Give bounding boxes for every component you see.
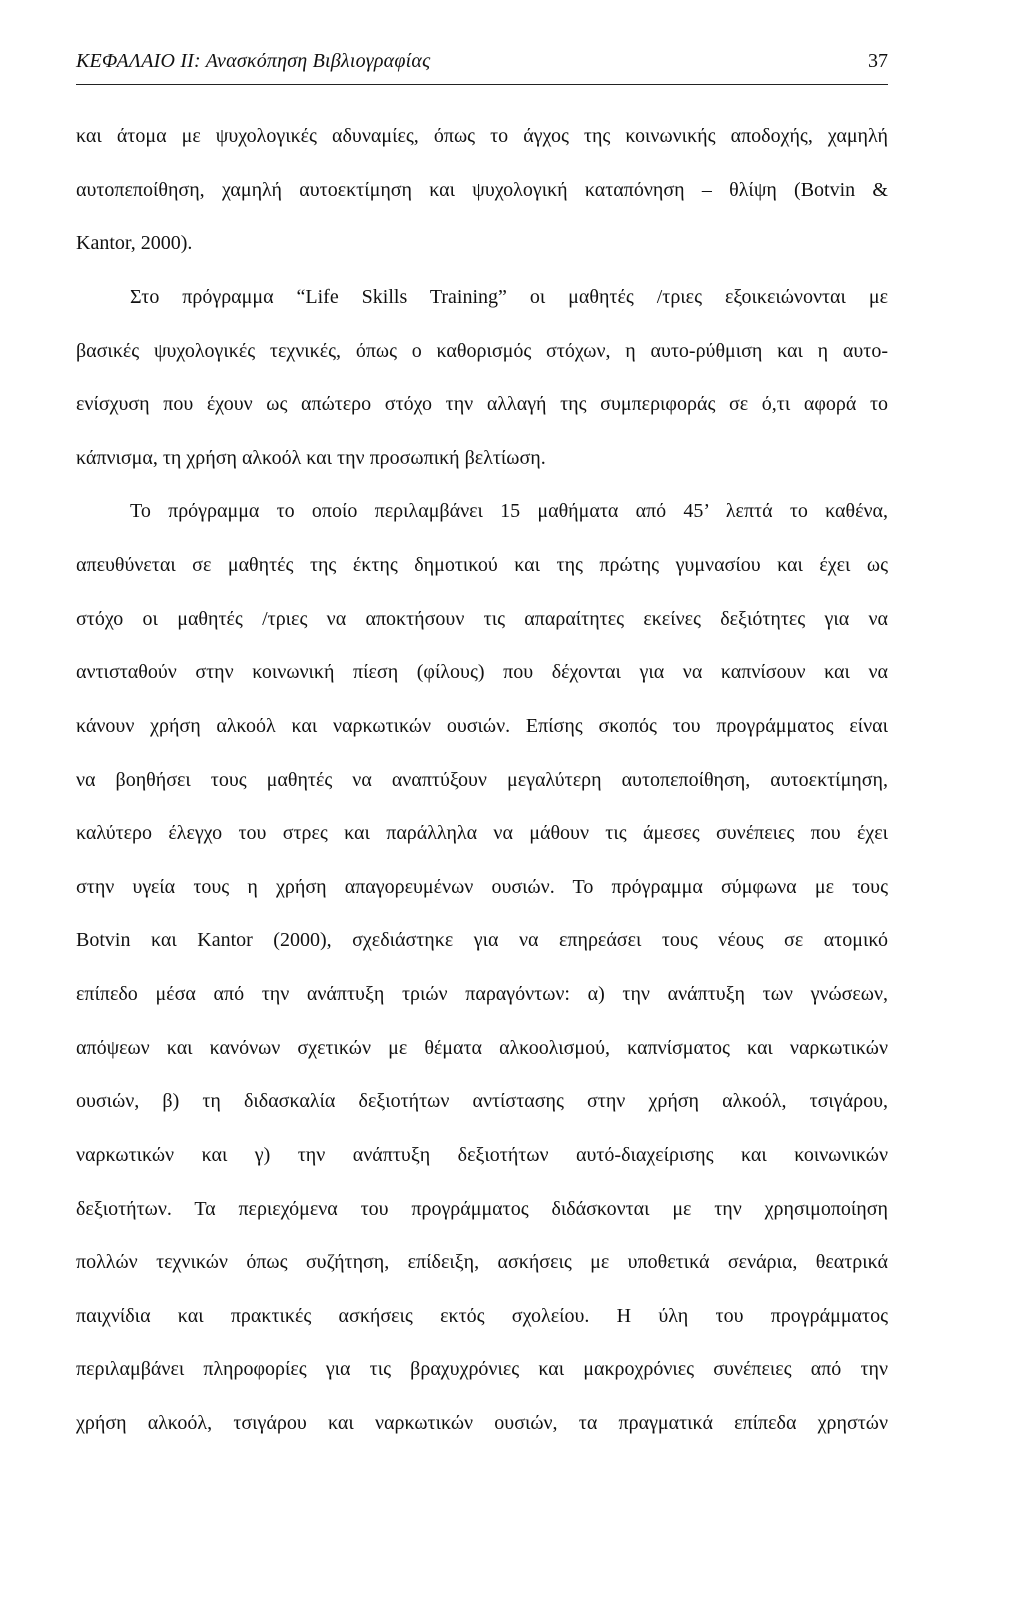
text-line: επίπεδο μέσα από την ανάπτυξη τριών παραγόντων: α) την ανάπτυξη των γνώσεων, bbox=[76, 983, 888, 1005]
text-line: πολλών τεχνικών όπως συζήτηση, επίδειξη, ασκήσεις με υποθετικά σενάρια, θεατρικά bbox=[76, 1251, 888, 1274]
text-line: κάπνισμα, τη χρήση αλκοόλ και την προσωπική βελτίωση. bbox=[76, 446, 546, 469]
text-line: Το πρόγραμμα το οποίο περιλαμβάνει 15 μαθήματα από 45’ λεπτά το καθένα, bbox=[130, 500, 888, 523]
text-line: κάνουν χρήση αλκοόλ και ναρκωτικών ουσιών. Επίσης σκοπός του προγράμματος είναι bbox=[76, 714, 888, 737]
text-line: Kantor, 2000). bbox=[76, 232, 193, 255]
text-line: βασικές ψυχολογικές τεχνικές, όπως ο καθορισμός στόχων, η αυτο-ρύθμιση και η αυτο- bbox=[76, 339, 888, 362]
text-line: περιλαμβάνει πληροφορίες για τις βραχυχρόνιες και μακροχρόνιες συνέπειες από την bbox=[76, 1358, 888, 1381]
text-line: ουσιών, β) τη διδασκαλία δεξιοτήτων αντίστασης στην χρήση αλκοόλ, τσιγάρου, bbox=[76, 1090, 888, 1113]
body-text bbox=[76, 110, 888, 1451]
text-line: απόψεων και κανόνων σχετικών με θέματα αλκοολισμού, καπνίσματος και ναρκωτικών bbox=[76, 1036, 888, 1059]
text-line: και άτομα με ψυχολογικές αδυναμίες, όπως το άγχος της κοινωνικής αποδοχής, χαμηλή bbox=[76, 125, 888, 147]
text-line: Στο πρόγραμμα “Life Skills Training” οι μαθητές /τριες εξοικειώνονται με bbox=[130, 285, 888, 308]
text-line: να βοηθήσει τους μαθητές να αναπτύξουν μεγαλύτερη αυτοπεποίθηση, αυτοεκτίμηση, bbox=[76, 768, 888, 791]
text-line: δεξιοτήτων. Τα περιεχόμενα του προγράμματος διδάσκονται με την χρησιμοποίηση bbox=[76, 1197, 888, 1220]
text-line: Botvin και Kantor (2000), σχεδιάστηκε για να επηρεάσει τους νέους σε ατομικό bbox=[76, 929, 888, 952]
text-line: αντισταθούν στην κοινωνική πίεση (φίλους) που δέχονται για να καπνίσουν και να bbox=[76, 661, 888, 684]
text-line: χρήση αλκοόλ, τσιγάρου και ναρκωτικών ουσιών, τα πραγματικά επίπεδα χρηστών bbox=[76, 1412, 888, 1434]
chapter-title: ΚΕΦΑΛΑΙΟ ΙΙ: Ανασκόπηση Βιβλιογραφίας bbox=[76, 50, 431, 72]
text-line: στόχο οι μαθητές /τριες να αποκτήσουν τις απαραίτητες εκείνες δεξιότητες για να bbox=[76, 607, 888, 630]
text-line: παιχνίδια και πρακτικές ασκήσεις εκτός σχολείου. Η ύλη του προγράμματος bbox=[76, 1304, 888, 1327]
text-line: απευθύνεται σε μαθητές της έκτης δημοτικού και της πρώτης γυμνασίου και έχει ως bbox=[76, 554, 888, 576]
text-line: αυτοπεποίθηση, χαμηλή αυτοεκτίμηση και ψυχολογική καταπόνηση – θλίψη (Botvin & bbox=[76, 178, 888, 201]
text-line: ναρκωτικών και γ) την ανάπτυξη δεξιοτήτων αυτό-διαχείρισης και κοινωνικών bbox=[76, 1143, 888, 1166]
text-line: καλύτερο έλεγχο του στρες και παράλληλα να μάθουν τις άμεσες συνέπειες που έχει bbox=[76, 822, 888, 845]
text-line: στην υγεία τους η χρήση απαγορευμένων ουσιών. Το πρόγραμμα σύμφωνα με τους bbox=[76, 875, 888, 898]
running-header bbox=[76, 50, 888, 85]
page-number: 37 bbox=[868, 50, 888, 72]
text-line: ενίσχυση που έχουν ως απώτερο στόχο την αλλαγή της συμπεριφοράς σε ό,τι αφορά το bbox=[76, 393, 888, 416]
